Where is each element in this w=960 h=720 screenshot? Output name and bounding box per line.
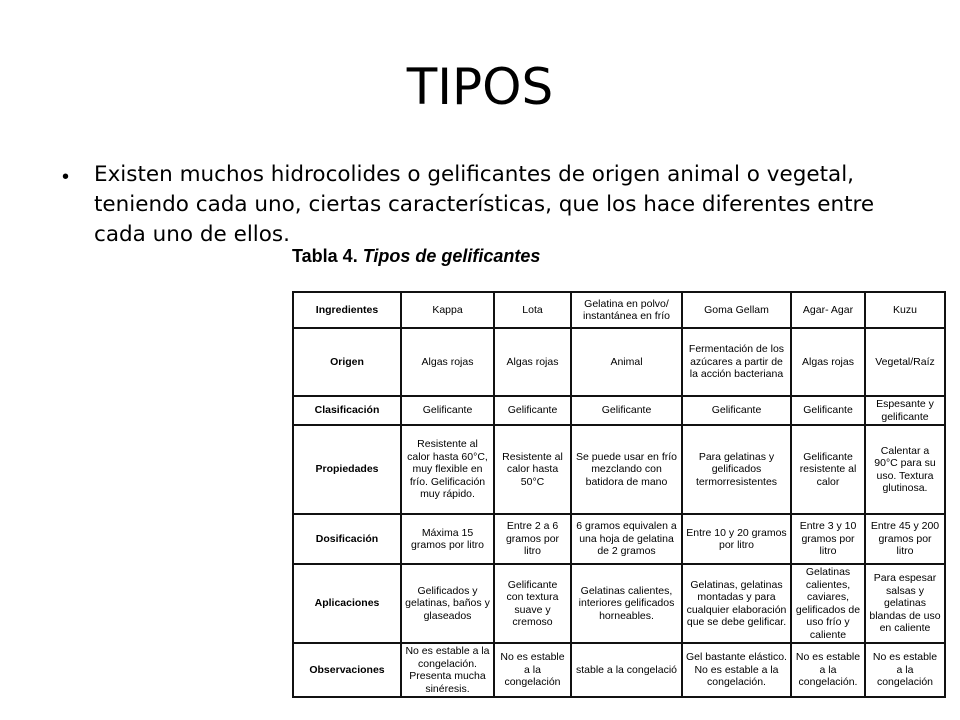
header-cell: Kappa — [401, 292, 494, 328]
row-header: Dosificación — [293, 514, 401, 564]
caption-label: Tabla 4. — [292, 246, 358, 266]
table-cell: Gelatinas calientes, interiores gelificados horneables. — [571, 564, 682, 643]
table-cell: Gelificante — [791, 396, 865, 425]
table-cell: Gelificante — [571, 396, 682, 425]
table-cell: Entre 3 y 10 gramos por litro — [791, 514, 865, 564]
table-cell: Vegetal/Raíz — [865, 328, 945, 396]
table-cell: 6 gramos equivalen a una hoja de gelatina de 2 gramos — [571, 514, 682, 564]
table-row — [293, 643, 945, 697]
table-cell: Espesante y gelificante — [865, 396, 945, 425]
table-cell: Algas rojas — [401, 328, 494, 396]
table-cell: Entre 10 y 20 gramos por litro — [682, 514, 791, 564]
table-cell: Fermentación de los azúcares a partir de la acción bacteriana — [682, 328, 791, 396]
bullet-text: Existen muchos hidrocolides o gelificantes de origen animal o vegetal, teniendo cada uno, ciertas características, que los hace diferentes entre cada uno de ellos. — [94, 162, 875, 247]
table-row — [293, 514, 945, 564]
table-cell: No es estable a la congelación. — [791, 643, 865, 697]
row-header: Aplicaciones — [293, 564, 401, 643]
table-cell: Gelificante resistente al calor — [791, 425, 865, 514]
table-cell: No es estable a la congelación. Presenta mucha sinéresis. — [401, 643, 494, 697]
header-cell: Gelatina en polvo/ instantánea en frío — [571, 292, 682, 328]
table-cell: Algas rojas — [791, 328, 865, 396]
slide-title: TIPOS — [406, 58, 554, 116]
table-cell: Resistente al calor hasta 60°C, muy flexible en frío. Gelificación muy rápido. — [401, 425, 494, 514]
table-row — [293, 396, 945, 425]
table-cell: stable a la congelació — [571, 643, 682, 697]
table-cell: Calentar a 90°C para su uso. Textura glutinosa. — [865, 425, 945, 514]
table-cell: No es estable a la congelación — [865, 643, 945, 697]
table-cell: Gelificante con textura suave y cremoso — [494, 564, 571, 643]
table-row — [293, 564, 945, 643]
table-header-row — [293, 292, 945, 328]
table-cell: Entre 2 a 6 gramos por litro — [494, 514, 571, 564]
table-cell: Se puede usar en frío mezclando con batidora de mano — [571, 425, 682, 514]
table-cell: Para espesar salsas y gelatinas blandas de uso en caliente — [865, 564, 945, 643]
table-cell: Algas rojas — [494, 328, 571, 396]
table-caption — [292, 246, 540, 267]
table-cell: Resistente al calor hasta 50°C — [494, 425, 571, 514]
row-header: Observaciones — [293, 643, 401, 697]
row-header: Propiedades — [293, 425, 401, 514]
table-cell: Gelificante — [494, 396, 571, 425]
caption-name: Tipos de gelificantes — [362, 246, 541, 266]
row-header: Clasificación — [293, 396, 401, 425]
table-cell: No es estable a la congelación — [494, 643, 571, 697]
table-cell: Entre 45 y 200 gramos por litro — [865, 514, 945, 564]
table-row — [293, 328, 945, 396]
row-header: Origen — [293, 328, 401, 396]
table-cell: Gelatinas calientes, caviares, gelificados de uso frío y caliente — [791, 564, 865, 643]
bullet-item — [62, 160, 892, 250]
header-cell: Ingredientes — [293, 292, 401, 328]
header-cell: Agar- Agar — [791, 292, 865, 328]
table-row — [293, 425, 945, 514]
table-cell: Gel bastante elástico. No es estable a la congelación. — [682, 643, 791, 697]
table-cell: Gelificante — [401, 396, 494, 425]
gelificantes-table — [292, 291, 946, 698]
table-cell: Gelificados y gelatinas, baños y glaseados — [401, 564, 494, 643]
table-cell: Gelatinas, gelatinas montadas y para cualquier elaboración que se debe gelificar. — [682, 564, 791, 643]
bullet-dot: • — [62, 166, 70, 188]
table-cell: Máxima 15 gramos por litro — [401, 514, 494, 564]
header-cell: Lota — [494, 292, 571, 328]
table-cell: Animal — [571, 328, 682, 396]
header-cell: Kuzu — [865, 292, 945, 328]
table-cell: Gelificante — [682, 396, 791, 425]
header-cell: Goma Gellam — [682, 292, 791, 328]
table-cell: Para gelatinas y gelificados termorresistentes — [682, 425, 791, 514]
